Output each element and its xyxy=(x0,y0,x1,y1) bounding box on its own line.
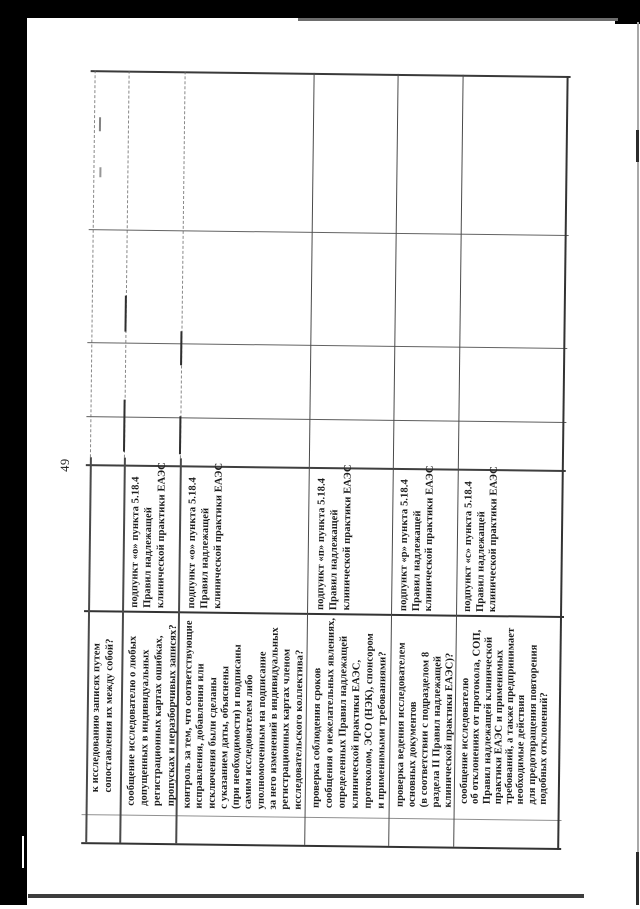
table-grid-line xyxy=(90,70,96,457)
table-grid-line xyxy=(180,71,186,458)
table-grid-line xyxy=(86,416,566,423)
row-description: сообщение исследователю об отклонениях от протокола, СОП, Правил надлежащей клинической практики ЕАЭС и применимых требований, а также предпринимает необходимые действия для предотвращения повторения подобных отклонений? xyxy=(458,627,551,805)
scan-noise-mark xyxy=(179,416,181,454)
table-grid-line xyxy=(557,76,568,850)
row-description: сообщение исследователю о любых допущенных в индивидуальных регистрационных картах ошибках, пропусках и неразборчивых записях? xyxy=(125,624,179,807)
scan-noise-mark xyxy=(99,167,101,177)
table-grid-line xyxy=(81,842,561,850)
row-description: проверка соблюдения сроков сообщения о нежелательных явлениях, определенных Правил надлежащей клинической практики ЕАЭС, протоколом, ЭСО (НЭК), спонсором и применимыми требованиями? xyxy=(310,617,389,809)
table-grid-line xyxy=(87,342,567,349)
row-citation: подпункт «с» пункта 5.18.4 Правил надлежащей клинической практики ЕАЭС xyxy=(462,466,500,613)
page-right-edge-dark-2 xyxy=(636,852,639,905)
table-grid-line xyxy=(89,229,569,236)
scan-noise-mark xyxy=(99,117,101,131)
table-grid-line xyxy=(91,70,571,78)
scan-noise-mark xyxy=(124,296,126,332)
row-description: проверка ведения исследователем основных документов (в соответствии с подразделом 8 раздела II Правил надлежащей клинической практики ЕАЭС)? xyxy=(394,642,456,808)
row-citation: подпункт «о» пункта 5.18.4 Правил надлежащей клинической практики ЕАЭС xyxy=(129,462,169,609)
table-grid-line xyxy=(82,814,562,821)
page-number: 49 xyxy=(57,458,72,472)
scan-noise-mark xyxy=(123,400,126,452)
row-description: контроль за тем, что соответствующие исправления, добавления или исключения были сделаны с указанием даты, объяснены (при необходимости) и подписаны самим исследователем либо уполномоченным на подписание за него изменений в индивидуальных регистрационных картах членом исследовательского коллектива? xyxy=(181,620,306,810)
row-citation: подпункт «р» пункта 5.18.4 Правил надлежащей клинической практики ЕАЭС xyxy=(398,465,436,612)
row-citation: подпункт «о» пункта 5.18.4 Правил надлежащей клинической практики ЕАЭС xyxy=(186,462,225,609)
row-citation: подпункт «п» пункта 5.18.4 Правил надлежащей клинической практики ЕАЭС xyxy=(315,464,354,611)
row-description: к исследованию записях путем сопоставления их между собой? xyxy=(89,638,116,793)
scan-noise-mark xyxy=(180,331,182,365)
